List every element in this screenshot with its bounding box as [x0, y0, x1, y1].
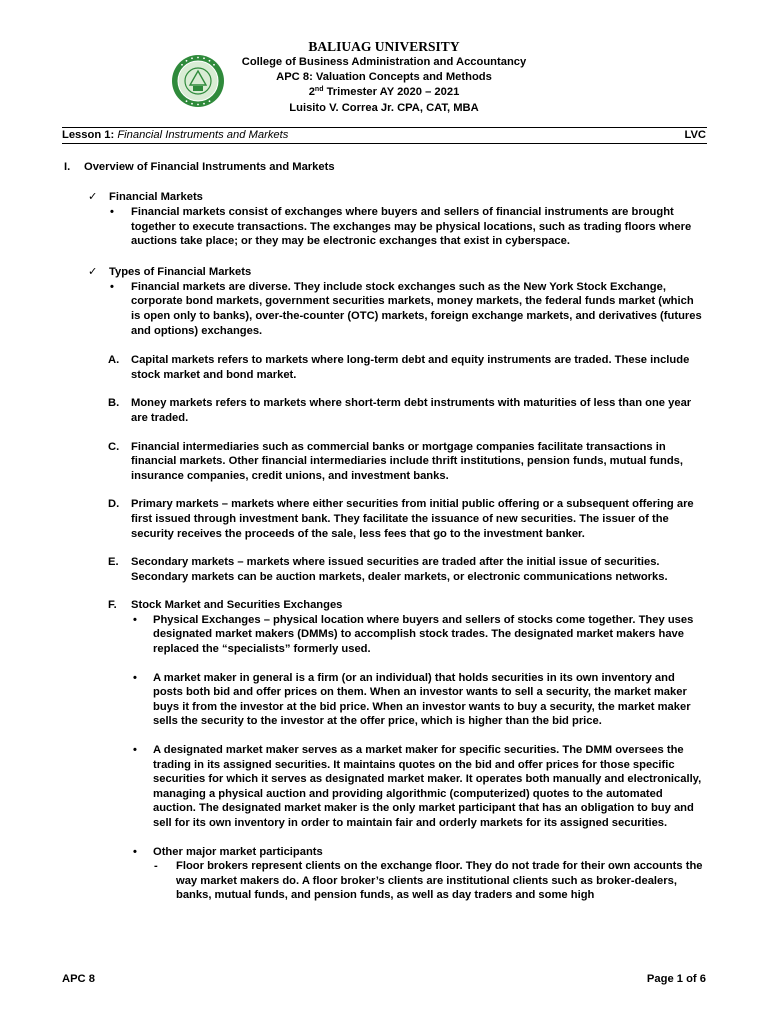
- bullet-text: Financial markets consist of exchanges where buyers and sellers of financial instruments are brought together to execute transactions. The exchanges may be physical locations, such as trading floors where auctions take place; or they may be electronic exchanges that exist in cyberspace.: [131, 206, 692, 248]
- course-title: APC 8: Valuation Concepts and Methods: [276, 71, 492, 84]
- lesson-label: Lesson 1:: [62, 129, 115, 141]
- bullet-text: Financial markets are diverse. They include stock exchanges such as the New York Stock Exchange, corporate bond markets, government securities markets, money markets, the federal funds market (which is open only to banks), over-the-counter (OTC) markets, foreign exchange markets, and derivatives (futures and options) exchanges.: [131, 280, 702, 337]
- section-heading: [0, 160, 768, 175]
- section-title: Overview of Financial Instruments and Markets: [84, 161, 335, 173]
- university-name: BALIUAG UNIVERSITY: [308, 39, 460, 54]
- bullet-item: [0, 743, 768, 831]
- lesson-bar: [62, 127, 707, 144]
- bullet-icon: •: [133, 744, 137, 757]
- item-text: Secondary markets – markets where issued securities are traded after the initial issue of securities. Secondary markets can be auction markets, dealer markets, or electronic communications networks.: [131, 556, 668, 583]
- lettered-item-f: [0, 598, 768, 613]
- lettered-item-a: [0, 353, 768, 382]
- lesson-heading: [62, 128, 288, 143]
- bullet-item: [0, 613, 768, 657]
- lettered-item-d: [0, 497, 768, 541]
- item-text: Primary markets – markets where either securities from initial public offering or a subsequent offering are first issued through investment bank. They facilitate the issuance of new securities. The issuer of the security receives the proceeds of the sale, less fees that go to the investment banker.: [131, 498, 694, 540]
- bullet-item: [0, 205, 768, 249]
- dash-icon: -: [154, 860, 158, 873]
- item-text: Financial intermediaries such as commercial banks or mortgage companies facilitate transactions in financial markets. Other financial intermediaries include thrift institutions, pension funds, mutual funds, insurance companies, credit unions, and investment banks.: [131, 440, 683, 482]
- subheading-title: Financial Markets: [109, 191, 203, 203]
- item-letter: F.: [108, 599, 117, 612]
- bullet-icon: •: [110, 280, 114, 293]
- item-text: Stock Market and Securities Exchanges: [131, 599, 343, 612]
- bullet-item: [0, 845, 768, 860]
- lesson-initials: LVC: [684, 129, 706, 141]
- page-footer: [62, 972, 707, 987]
- bullet-text: Other major market participants: [153, 845, 323, 858]
- page-number: Page 1 of 6: [646, 973, 706, 985]
- subheading-financial-markets: [0, 190, 768, 205]
- bullet-icon: •: [133, 845, 137, 858]
- section-number: I.: [64, 161, 71, 173]
- bullet-text: A market maker in general is a firm (or an individual) that holds securities in its own inventory and posts both bid and offer prices on them. When an investor wants to sell a security, the market maker buys it from the investor at the bid price. When an investor wants to buy a security, the market maker sells the security to the investor at the offer price, which is higher than the bid price.: [153, 671, 691, 728]
- instructor-name: Luisito V. Correa Jr. CPA, CAT, MBA: [289, 101, 479, 114]
- bullet-text: Physical Exchanges – physical location where buyers and sellers of stocks come together. They uses designated market makers (DMMs) to accomplish stock trades. The designated market makers have replaced the “specialists” formerly used.: [153, 613, 694, 656]
- item-letter: C.: [108, 440, 120, 453]
- checkmark-icon: ✓: [88, 191, 98, 203]
- term-line: 2nd Trimester AY 2020 – 2021: [308, 86, 460, 99]
- document-header: [0, 36, 768, 116]
- lesson-title: Financial Instruments and Markets: [117, 129, 289, 141]
- lettered-item-e: [0, 555, 768, 584]
- bullet-item: [0, 280, 768, 338]
- college-name: College of Business Administration and Accountancy: [241, 56, 527, 68]
- subheading-types-of-markets: [0, 265, 768, 280]
- dash-text: Floor brokers represent clients on the exchange floor. They do not trade for their own accounts the way market makers do. A floor broker’s clients are institutional clients such as broker-dealers, banks, mutual funds, and pension funds, as well as day traders and some high: [176, 860, 703, 902]
- bullet-icon: •: [133, 671, 137, 684]
- lettered-item-c: [0, 440, 768, 484]
- item-letter: E.: [108, 556, 119, 569]
- lettered-item-b: [0, 396, 768, 425]
- item-text: Money markets refers to markets where short-term debt instruments with maturities of less than one year are traded.: [131, 397, 692, 424]
- item-letter: B.: [108, 397, 120, 410]
- dash-item: [0, 859, 768, 903]
- checkmark-icon: ✓: [88, 265, 98, 278]
- document-body: [0, 160, 768, 903]
- item-letter: A.: [108, 354, 120, 367]
- item-text: Capital markets refers to markets where long-term debt and equity instruments are traded. These include stock market and bond market.: [131, 354, 690, 381]
- bullet-icon: •: [133, 613, 137, 626]
- item-letter: D.: [108, 498, 120, 511]
- bullet-icon: •: [110, 206, 114, 218]
- subheading-title: Types of Financial Markets: [109, 265, 252, 278]
- footer-course: APC 8: [62, 973, 95, 985]
- bullet-item: [0, 671, 768, 729]
- bullet-text: A designated market maker serves as a market maker for specific securities. The DMM oversees the trading in its assigned securities. It maintains quotes on the bid and offer prices for those specific securities for which it serves as designated market maker. It operates both manually and electronically, managing a physical auction and providing algorithmic (computerized) quotes to the automated auction. The designated market maker is the only market participant that has an obligation to buy and sell for its own inventory in order to maintain fair and orderly markets for its assigned securities.: [153, 744, 702, 829]
